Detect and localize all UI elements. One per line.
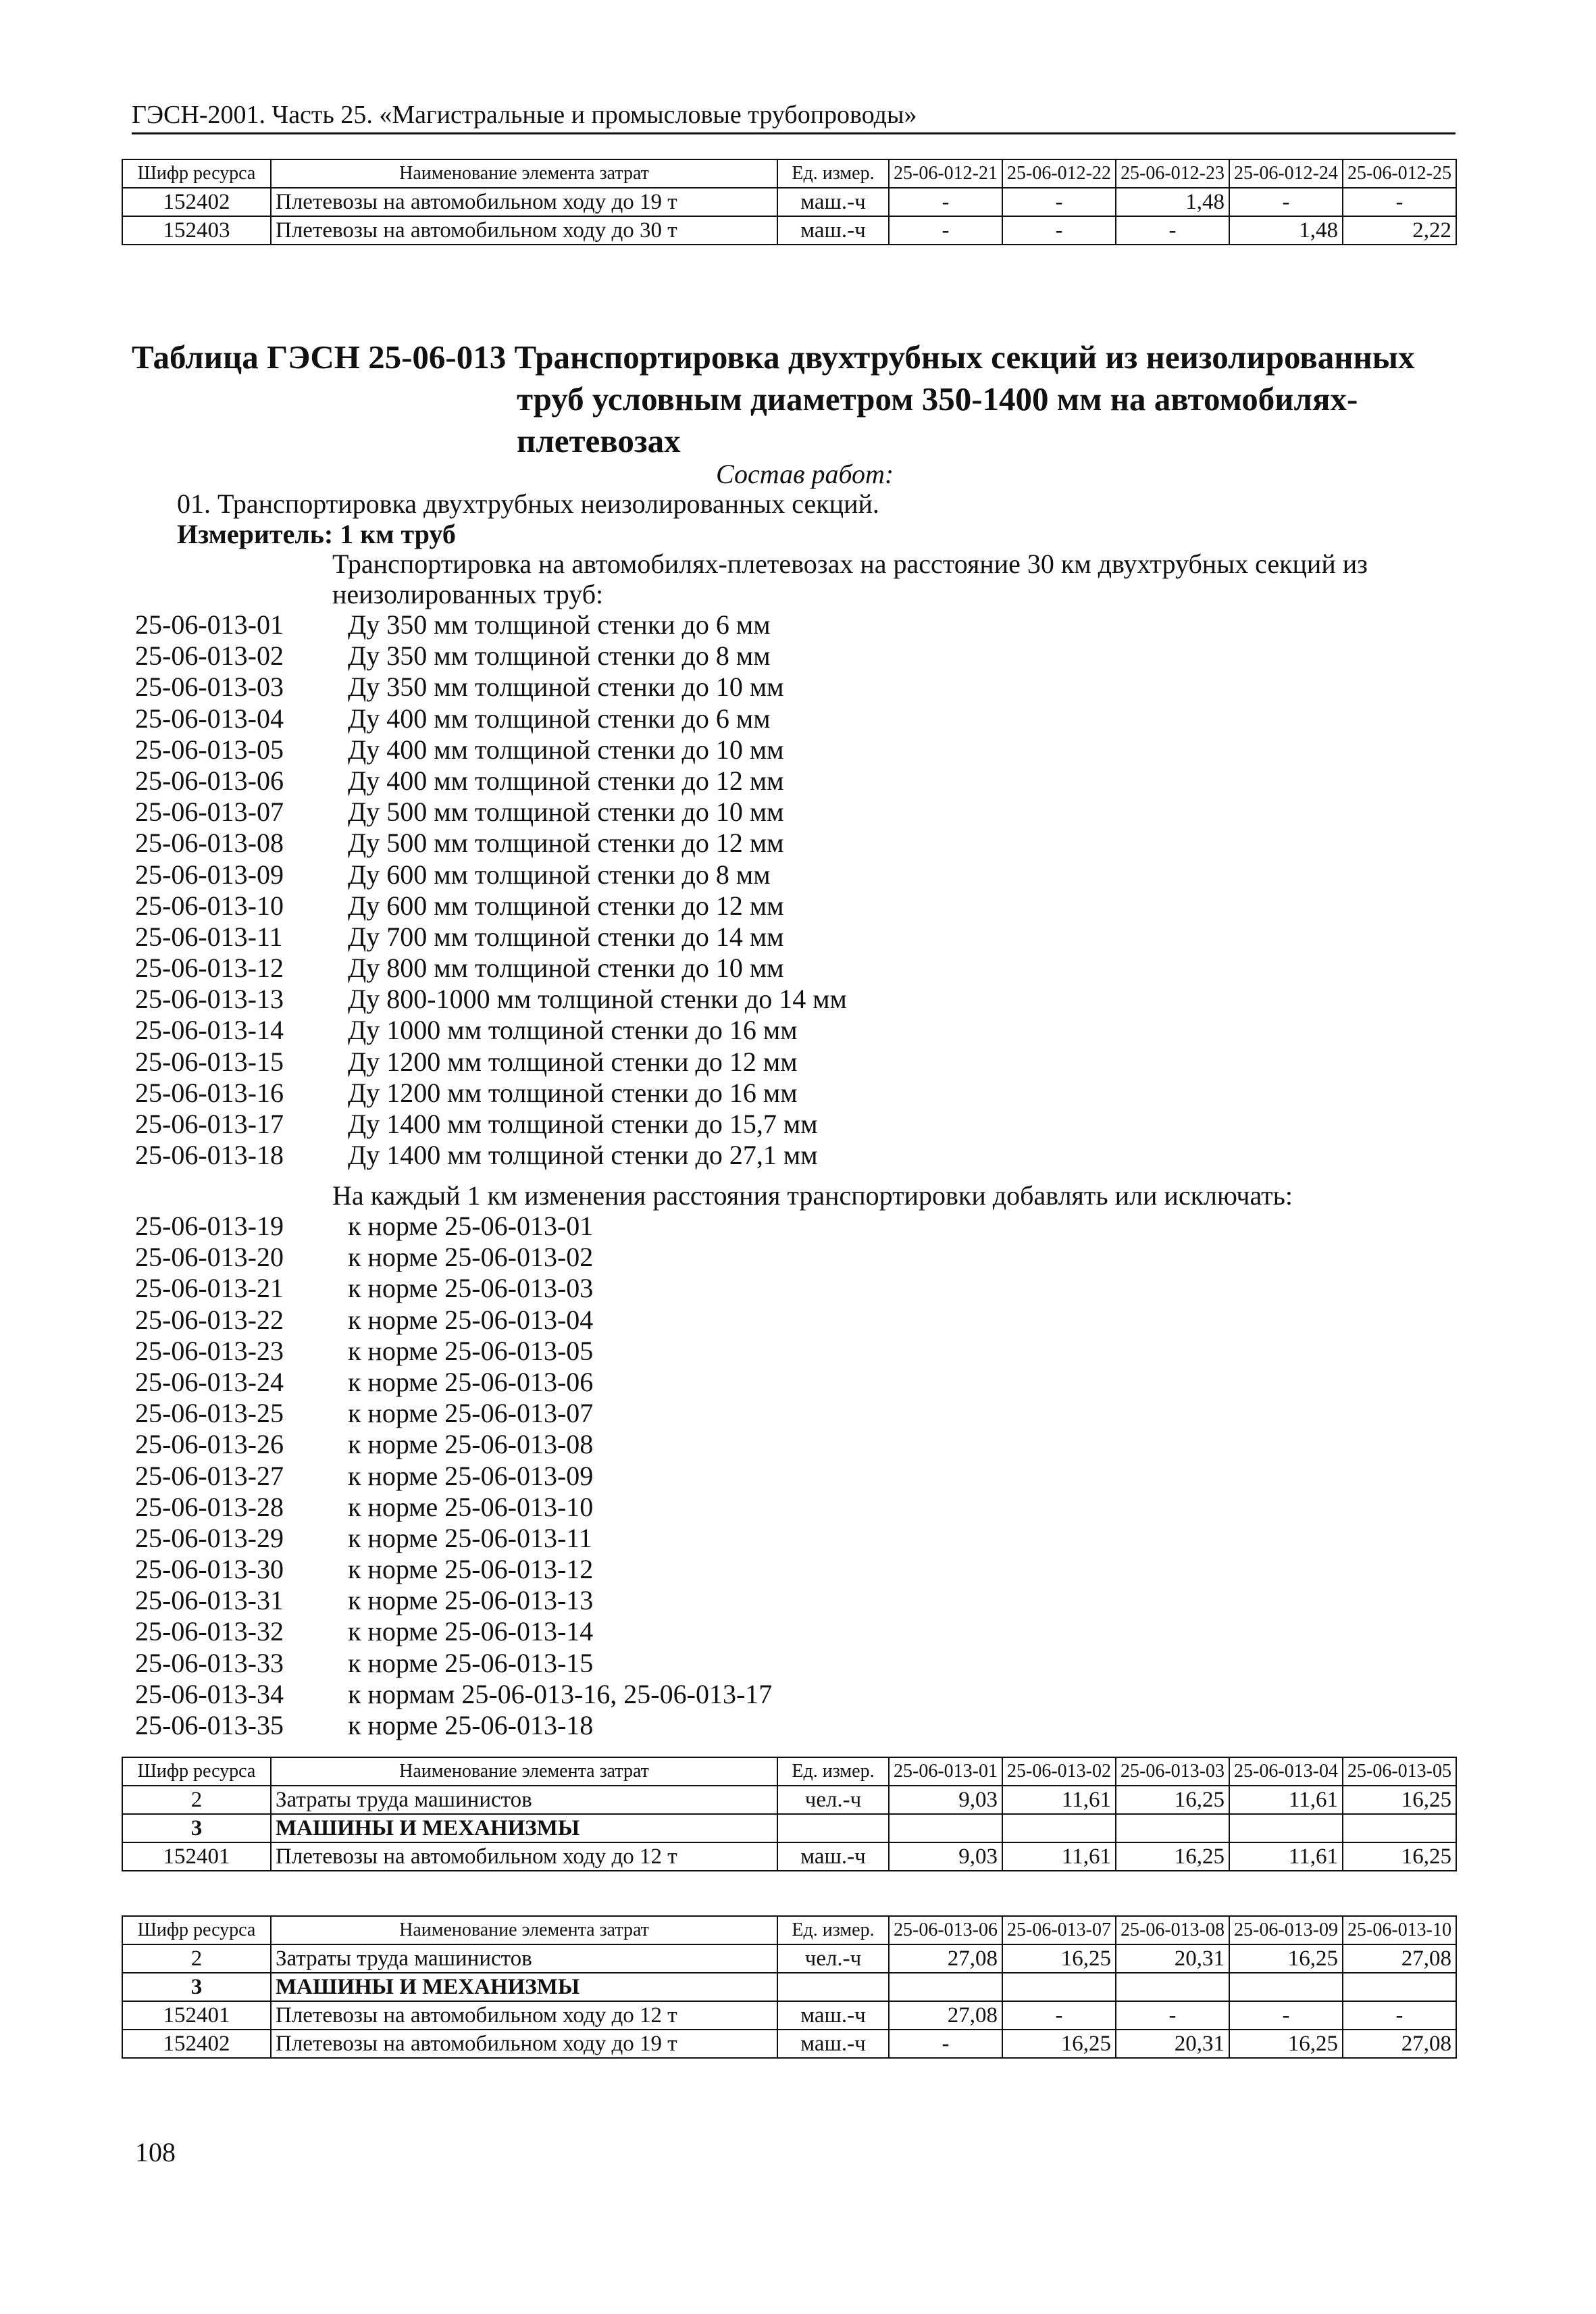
norm-description: Ду 400 мм толщиной стенки до 12 мм <box>348 765 784 796</box>
norm-description: к норме 25-06-013-15 <box>348 1647 594 1678</box>
empty-cell <box>1343 1973 1456 2001</box>
norm-description: к норме 25-06-013-05 <box>348 1335 594 1366</box>
group-code: 3 <box>122 1814 271 1842</box>
value-cell: - <box>1229 188 1343 216</box>
col-header-norm: 25-06-013-06 <box>889 1916 1002 1944</box>
norm-code: 25-06-013-02 <box>135 640 284 672</box>
value-cell: - <box>1343 2001 1456 2030</box>
norm-row <box>135 1015 847 1046</box>
value-cell: 20,31 <box>1116 2030 1229 2058</box>
unit: чел.-ч <box>777 1944 889 1973</box>
norm-description: Ду 1200 мм толщиной стенки до 16 мм <box>348 1077 798 1108</box>
value-cell: - <box>1343 188 1456 216</box>
value-cell: 16,25 <box>1116 1842 1229 1871</box>
norm-code: 25-06-013-23 <box>135 1335 284 1366</box>
table-title-line-3: плетевозах <box>517 422 681 459</box>
resource-table-top <box>122 159 1457 245</box>
norm-description: к норме 25-06-013-13 <box>348 1585 594 1616</box>
norm-row <box>135 1336 772 1367</box>
resource-table-2 <box>122 1915 1457 2059</box>
norm-code: 25-06-013-34 <box>135 1678 284 1709</box>
col-header-norm: 25-06-013-01 <box>889 1757 1002 1786</box>
value-cell: - <box>1229 2001 1343 2030</box>
norm-description: Ду 600 мм толщиной стенки до 12 мм <box>348 890 784 921</box>
empty-cell <box>1116 1814 1229 1842</box>
norm-description: Ду 1400 мм толщиной стенки до 15,7 мм <box>348 1109 818 1139</box>
resource-code: 152402 <box>122 188 271 216</box>
resource-code: 152401 <box>122 2001 271 2030</box>
value-cell: 16,25 <box>1116 1786 1229 1814</box>
norm-description: Ду 350 мм толщиной стенки до 10 мм <box>348 672 784 703</box>
empty-cell <box>889 1814 1002 1842</box>
norm-code: 25-06-013-07 <box>135 797 284 828</box>
norm-description: к норме 25-06-013-18 <box>348 1710 594 1740</box>
value-cell: 27,08 <box>889 2001 1002 2030</box>
value-cell: 16,25 <box>1002 1944 1116 1973</box>
empty-cell <box>1002 1973 1116 2001</box>
norm-description: Ду 1400 мм толщиной стенки до 27,1 мм <box>348 1140 818 1171</box>
norm-row <box>135 1710 772 1741</box>
value-cell: - <box>889 2030 1002 2058</box>
table-row <box>122 2001 1456 2030</box>
col-header-norm: 25-06-013-08 <box>1116 1916 1229 1944</box>
resource-name: Плетевозы на автомобильном ходу до 19 т <box>271 188 777 216</box>
table-row <box>122 188 1456 216</box>
resource-code: 2 <box>122 1944 271 1973</box>
norm-code: 25-06-013-32 <box>135 1616 284 1647</box>
col-header-norm: 25-06-013-10 <box>1343 1916 1456 1944</box>
resource-name: Плетевозы на автомобильном ходу до 12 т <box>271 2001 777 2030</box>
unit: чел.-ч <box>777 1786 889 1814</box>
resource-name: Плетевозы на автомобильном ходу до 30 т <box>271 216 777 245</box>
table-row <box>122 1842 1456 1871</box>
norm-row <box>135 859 847 890</box>
resource-code: 152401 <box>122 1842 271 1871</box>
norm-row <box>135 1305 772 1336</box>
norm-code: 25-06-013-14 <box>135 1015 284 1046</box>
value-cell: 2,22 <box>1343 216 1456 245</box>
unit: маш.-ч <box>777 188 889 216</box>
norm-code: 25-06-013-17 <box>135 1109 284 1139</box>
norm-row <box>135 1078 847 1109</box>
norm-row <box>135 984 847 1015</box>
norm-row <box>135 1047 847 1078</box>
norm-row <box>135 953 847 984</box>
norm-code: 25-06-013-21 <box>135 1273 284 1304</box>
value-cell: 1,48 <box>1229 216 1343 245</box>
norm-description: Ду 350 мм толщиной стенки до 8 мм <box>348 640 771 672</box>
norm-row <box>135 1585 772 1616</box>
unit: маш.-ч <box>777 2001 889 2030</box>
norm-description: к норме 25-06-013-04 <box>348 1304 594 1335</box>
col-header-norm: 25-06-012-24 <box>1229 159 1343 188</box>
value-cell: - <box>1116 2001 1229 2030</box>
norm-description: Ду 1000 мм толщиной стенки до 16 мм <box>348 1015 798 1046</box>
norm-description: к норме 25-06-013-03 <box>348 1273 594 1304</box>
value-cell: 11,61 <box>1229 1842 1343 1871</box>
empty-cell <box>777 1973 889 2001</box>
table-title-line-2: труб условным диаметром 350-1400 мм на автомобилях- <box>517 380 1358 418</box>
value-cell: 27,08 <box>1343 1944 1456 1973</box>
group-code: 3 <box>122 1973 271 2001</box>
col-header-unit: Ед. измер. <box>777 1757 889 1786</box>
norm-code: 25-06-013-18 <box>135 1140 284 1171</box>
norm-row <box>135 922 847 953</box>
norm-code: 25-06-013-19 <box>135 1211 284 1241</box>
norm-description: Ду 500 мм толщиной стенки до 12 мм <box>348 828 784 859</box>
norm-code: 25-06-013-29 <box>135 1522 284 1553</box>
value-cell: 27,08 <box>889 1944 1002 1973</box>
empty-cell <box>1343 1814 1456 1842</box>
col-header-norm: 25-06-013-03 <box>1116 1757 1229 1786</box>
norm-description: к норме 25-06-013-08 <box>348 1429 594 1460</box>
norm-row <box>135 1616 772 1647</box>
col-header-norm: 25-06-012-25 <box>1343 159 1456 188</box>
col-header-norm: 25-06-013-09 <box>1229 1916 1343 1944</box>
norm-row <box>135 1398 772 1429</box>
col-header-name: Наименование элемента затрат <box>271 1757 777 1786</box>
norm-list <box>135 609 847 1171</box>
adjustment-list <box>135 1211 772 1741</box>
norm-description: Ду 1200 мм толщиной стенки до 12 мм <box>348 1046 798 1077</box>
norm-code: 25-06-013-20 <box>135 1242 284 1273</box>
norm-row <box>135 672 847 703</box>
col-header-norm: 25-06-012-22 <box>1002 159 1116 188</box>
resource-name: Плетевозы на автомобильном ходу до 19 т <box>271 2030 777 2058</box>
group-row <box>122 1814 1456 1842</box>
running-header: ГЭСН-2001. Часть 25. «Магистральные и промысловые трубопроводы» <box>132 100 1456 134</box>
norm-description: к норме 25-06-013-01 <box>348 1211 594 1241</box>
norm-row <box>135 1429 772 1460</box>
norm-code: 25-06-013-03 <box>135 672 284 703</box>
norm-code: 25-06-013-28 <box>135 1491 284 1522</box>
resource-code: 152402 <box>122 2030 271 2058</box>
norm-code: 25-06-013-35 <box>135 1710 284 1740</box>
norm-row <box>135 765 847 797</box>
intro-text: Транспортировка на автомобилях-плетевозах на расстояние 30 км двухтрубных секций из неизолированных труб: <box>332 549 1368 609</box>
norm-description: к норме 25-06-013-06 <box>348 1366 594 1397</box>
norm-row <box>135 1109 847 1140</box>
norm-code: 25-06-013-33 <box>135 1647 284 1678</box>
norm-row <box>135 1273 772 1304</box>
value-cell: - <box>1116 216 1229 245</box>
empty-cell <box>889 1973 1002 2001</box>
value-cell: 9,03 <box>889 1786 1002 1814</box>
value-cell: - <box>1002 2001 1116 2030</box>
norm-row <box>135 1679 772 1710</box>
col-header-name: Наименование элемента затрат <box>271 1916 777 1944</box>
norm-row <box>135 1523 772 1554</box>
norm-description: к норме 25-06-013-09 <box>348 1460 594 1491</box>
table-row <box>122 2030 1456 2058</box>
unit: маш.-ч <box>777 2030 889 2058</box>
col-header-norm: 25-06-012-21 <box>889 159 1002 188</box>
norm-description: к норме 25-06-013-12 <box>348 1554 594 1585</box>
norm-row <box>135 1140 847 1171</box>
norm-row <box>135 640 847 672</box>
resource-name: Плетевозы на автомобильном ходу до 12 т <box>271 1842 777 1871</box>
norm-row <box>135 1242 772 1273</box>
value-cell: - <box>889 216 1002 245</box>
empty-cell <box>1229 1814 1343 1842</box>
value-cell: 16,25 <box>1229 2030 1343 2058</box>
group-name: МАШИНЫ И МЕХАНИЗМЫ <box>271 1973 777 2001</box>
norm-description: к норме 25-06-013-10 <box>348 1491 594 1522</box>
resource-table-1 <box>122 1757 1457 1871</box>
norm-code: 25-06-013-09 <box>135 859 284 890</box>
col-header-norm: 25-06-013-07 <box>1002 1916 1116 1944</box>
norm-row <box>135 1554 772 1585</box>
norm-code: 25-06-013-15 <box>135 1046 284 1077</box>
header-row <box>122 159 1456 188</box>
unit: маш.-ч <box>777 1842 889 1871</box>
norm-code: 25-06-013-24 <box>135 1366 284 1397</box>
norm-description: Ду 400 мм толщиной стенки до 6 мм <box>348 703 771 734</box>
composition-label: Состав работ: <box>716 459 894 489</box>
value-cell: - <box>1002 216 1116 245</box>
col-header-norm: 25-06-012-23 <box>1116 159 1229 188</box>
value-cell: - <box>1002 188 1116 216</box>
measurer: Измеритель: 1 км труб <box>177 519 456 549</box>
norm-row <box>135 797 847 828</box>
table-title-line-1: Таблица ГЭСН 25-06-013 Транспортировка двухтрубных секций из неизолированных <box>132 338 1415 376</box>
norm-description: к норме 25-06-013-11 <box>348 1522 592 1553</box>
norm-code: 25-06-013-31 <box>135 1585 284 1616</box>
norm-code: 25-06-013-30 <box>135 1554 284 1585</box>
norm-row <box>135 828 847 859</box>
value-cell: 11,61 <box>1002 1842 1116 1871</box>
value-cell: 16,25 <box>1002 2030 1116 2058</box>
norm-row <box>135 890 847 922</box>
norm-row <box>135 1211 772 1242</box>
norm-row <box>135 609 847 640</box>
header-row <box>122 1757 1456 1786</box>
norm-code: 25-06-013-22 <box>135 1304 284 1335</box>
empty-cell <box>1229 1973 1343 2001</box>
col-header-norm: 25-06-013-05 <box>1343 1757 1456 1786</box>
norm-code: 25-06-013-16 <box>135 1077 284 1108</box>
norm-code: 25-06-013-05 <box>135 734 284 765</box>
group-name: МАШИНЫ И МЕХАНИЗМЫ <box>271 1814 777 1842</box>
norm-description: Ду 500 мм толщиной стенки до 10 мм <box>348 797 784 828</box>
norm-row <box>135 1367 772 1398</box>
norm-description: к норме 25-06-013-07 <box>348 1398 594 1429</box>
value-cell: 16,25 <box>1229 1944 1343 1973</box>
col-header-code: Шифр ресурса <box>122 1757 271 1786</box>
value-cell: 11,61 <box>1229 1786 1343 1814</box>
col-header-unit: Ед. измер. <box>777 1916 889 1944</box>
norm-description: Ду 800-1000 мм толщиной стенки до 14 мм <box>348 984 847 1015</box>
norm-code: 25-06-013-10 <box>135 890 284 921</box>
norm-description: Ду 350 мм толщиной стенки до 6 мм <box>348 609 771 640</box>
empty-cell <box>1116 1973 1229 2001</box>
group-row <box>122 1973 1456 2001</box>
norm-row <box>135 703 847 734</box>
resource-code: 2 <box>122 1786 271 1814</box>
table-title <box>132 336 1456 462</box>
empty-cell <box>1002 1814 1116 1842</box>
unit: маш.-ч <box>777 216 889 245</box>
norm-code: 25-06-013-26 <box>135 1429 284 1460</box>
table-row <box>122 1944 1456 1973</box>
norm-code: 25-06-013-08 <box>135 828 284 859</box>
value-cell: 20,31 <box>1116 1944 1229 1973</box>
header-row <box>122 1916 1456 1944</box>
col-header-norm: 25-06-013-02 <box>1002 1757 1116 1786</box>
norm-code: 25-06-013-25 <box>135 1398 284 1429</box>
norm-row <box>135 734 847 765</box>
table-row <box>122 216 1456 245</box>
norm-row <box>135 1461 772 1492</box>
norm-code: 25-06-013-12 <box>135 953 284 984</box>
value-cell: 16,25 <box>1343 1786 1456 1814</box>
norm-description: к норме 25-06-013-02 <box>348 1242 594 1273</box>
col-header-unit: Ед. измер. <box>777 159 889 188</box>
empty-cell <box>777 1814 889 1842</box>
norm-code: 25-06-013-04 <box>135 703 284 734</box>
col-header-norm: 25-06-013-04 <box>1229 1757 1343 1786</box>
resource-code: 152403 <box>122 216 271 245</box>
value-cell: - <box>889 188 1002 216</box>
value-cell: 1,48 <box>1116 188 1229 216</box>
col-header-name: Наименование элемента затрат <box>271 159 777 188</box>
resource-name: Затраты труда машинистов <box>271 1944 777 1973</box>
table-row <box>122 1786 1456 1814</box>
norm-description: Ду 400 мм толщиной стенки до 10 мм <box>348 734 784 765</box>
value-cell: 16,25 <box>1343 1842 1456 1871</box>
composition-item: 01. Транспортировка двухтрубных неизолированных секций. <box>177 488 879 519</box>
resource-name: Затраты труда машинистов <box>271 1786 777 1814</box>
value-cell: 9,03 <box>889 1842 1002 1871</box>
norm-code: 25-06-013-06 <box>135 765 284 796</box>
page-number: 108 <box>135 2137 176 2167</box>
norm-description: к нормам 25-06-013-16, 25-06-013-17 <box>348 1678 773 1709</box>
norm-code: 25-06-013-27 <box>135 1460 284 1491</box>
norm-code: 25-06-013-01 <box>135 609 284 640</box>
norm-code: 25-06-013-11 <box>135 921 283 952</box>
norm-description: к норме 25-06-013-14 <box>348 1616 594 1647</box>
norm-description: Ду 800 мм толщиной стенки до 10 мм <box>348 953 784 984</box>
norm-code: 25-06-013-13 <box>135 984 284 1015</box>
col-header-code: Шифр ресурса <box>122 1916 271 1944</box>
norm-description: Ду 600 мм толщиной стенки до 8 мм <box>348 859 771 890</box>
norm-row <box>135 1492 772 1523</box>
col-header-code: Шифр ресурса <box>122 159 271 188</box>
adjustment-heading: На каждый 1 км изменения расстояния транспортировки добавлять или исключать: <box>332 1180 1293 1211</box>
value-cell: 11,61 <box>1002 1786 1116 1814</box>
value-cell: 27,08 <box>1343 2030 1456 2058</box>
norm-description: Ду 700 мм толщиной стенки до 14 мм <box>348 921 784 952</box>
norm-row <box>135 1648 772 1679</box>
